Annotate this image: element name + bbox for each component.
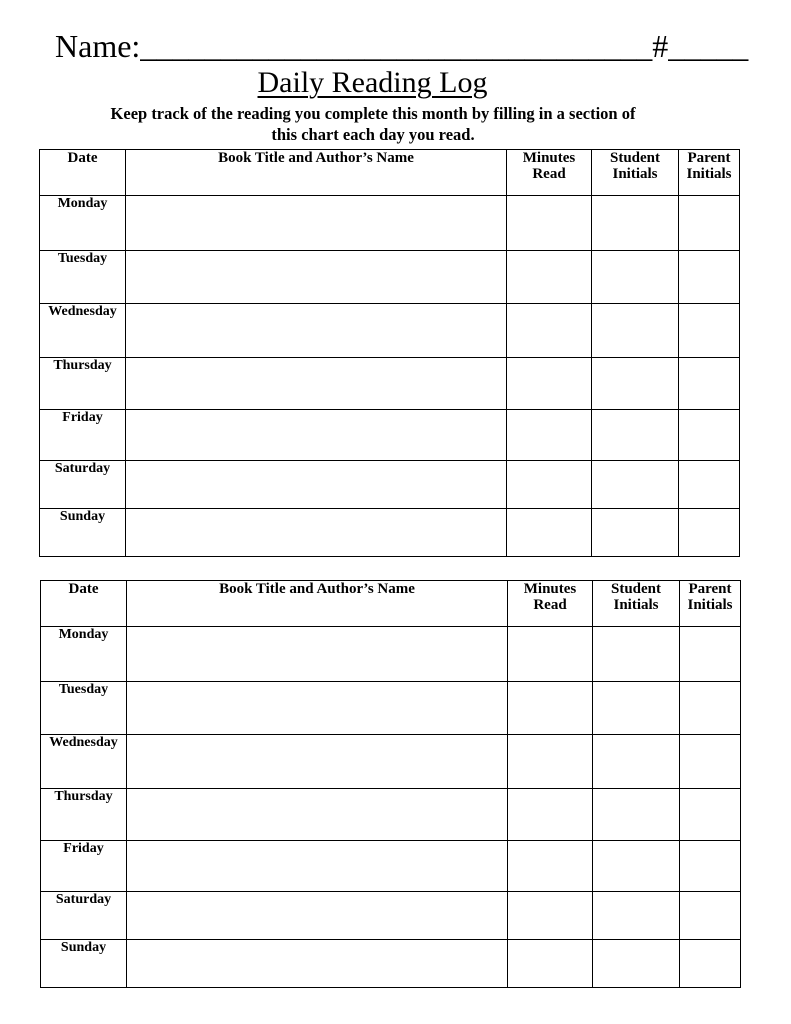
book-title-cell[interactable] [126, 509, 507, 557]
parent-initials-cell[interactable] [679, 196, 740, 251]
minutes-read-cell[interactable] [507, 410, 592, 461]
book-title-cell[interactable] [127, 841, 508, 892]
table-row [41, 627, 741, 682]
day-label-sunday: Sunday [41, 940, 127, 988]
book-title-cell[interactable] [127, 682, 508, 735]
parent-header-line-1: Parent [687, 150, 731, 166]
student-initials-cell[interactable] [593, 735, 680, 789]
minutes-read-cell[interactable] [508, 841, 593, 892]
table-row [41, 789, 741, 841]
table-row [40, 304, 740, 358]
date-column-header: Date [40, 150, 126, 196]
page-title: Daily Reading Log [257, 66, 488, 99]
parent-initials-cell[interactable] [680, 789, 741, 841]
table-row [41, 682, 741, 735]
instructions-line-1: Keep track of the reading you complete this month by filling in a section of [110, 104, 636, 123]
book-title-cell[interactable] [127, 892, 508, 940]
student-header-line-1: Student [610, 581, 662, 597]
minutes-read-cell[interactable] [507, 251, 592, 304]
day-label-thursday: Thursday [40, 358, 126, 410]
minutes-header-line-2: Read [532, 166, 566, 182]
student-initials-cell[interactable] [592, 196, 679, 251]
book-title-cell[interactable] [126, 461, 507, 509]
parent-initials-column-header [680, 581, 741, 627]
day-label-thursday: Thursday [41, 789, 127, 841]
day-label-sunday: Sunday [40, 509, 126, 557]
date-column-header: Date [41, 581, 127, 627]
table-row [40, 196, 740, 251]
student-initials-cell[interactable] [593, 841, 680, 892]
day-label-saturday: Saturday [40, 461, 126, 509]
parent-initials-cell[interactable] [679, 251, 740, 304]
day-label-monday: Monday [40, 196, 126, 251]
minutes-header-line-1: Minutes [522, 150, 576, 166]
student-initials-cell[interactable] [592, 461, 679, 509]
student-initials-cell[interactable] [592, 358, 679, 410]
day-label-monday: Monday [41, 627, 127, 682]
book-title-cell[interactable] [126, 196, 507, 251]
parent-initials-cell[interactable] [680, 841, 741, 892]
student-initials-cell[interactable] [592, 251, 679, 304]
minutes-read-column-header [507, 150, 592, 196]
table-header-row [41, 581, 741, 627]
book-title-cell[interactable] [126, 410, 507, 461]
table-row [40, 410, 740, 461]
parent-header-line-1: Parent [688, 581, 732, 597]
table-row [41, 940, 741, 988]
book-title-cell[interactable] [127, 627, 508, 682]
instructions [40, 103, 706, 145]
parent-initials-cell[interactable] [680, 627, 741, 682]
table-row [40, 358, 740, 410]
minutes-read-cell[interactable] [508, 735, 593, 789]
table-header-row [40, 150, 740, 196]
day-label-wednesday: Wednesday [40, 304, 126, 358]
parent-initials-cell[interactable] [679, 358, 740, 410]
student-header-line-1: Student [609, 150, 661, 166]
student-initials-column-header [593, 581, 680, 627]
day-label-wednesday: Wednesday [41, 735, 127, 789]
book-title-cell[interactable] [127, 789, 508, 841]
table-row [40, 251, 740, 304]
table-row [40, 461, 740, 509]
student-initials-cell[interactable] [593, 627, 680, 682]
student-initials-cell[interactable] [593, 682, 680, 735]
table-row [40, 509, 740, 557]
parent-header-line-2: Initials [687, 597, 733, 613]
day-label-tuesday: Tuesday [41, 682, 127, 735]
parent-initials-column-header [679, 150, 740, 196]
parent-initials-cell[interactable] [680, 892, 741, 940]
day-label-saturday: Saturday [41, 892, 127, 940]
parent-initials-cell[interactable] [679, 304, 740, 358]
book-title-cell[interactable] [127, 940, 508, 988]
minutes-read-cell[interactable] [508, 940, 593, 988]
minutes-header-line-1: Minutes [523, 581, 577, 597]
day-label-friday: Friday [41, 841, 127, 892]
student-initials-cell[interactable] [592, 304, 679, 358]
name-number-line: Name:________________________________#_____ [55, 28, 749, 64]
minutes-read-cell[interactable] [507, 358, 592, 410]
book-title-column-header: Book Title and Author’s Name [127, 581, 508, 627]
instructions-line-2: this chart each day you read. [271, 125, 475, 144]
book-title-cell[interactable] [126, 358, 507, 410]
minutes-read-cell[interactable] [507, 461, 592, 509]
table-row [41, 892, 741, 940]
day-label-tuesday: Tuesday [40, 251, 126, 304]
student-initials-column-header [592, 150, 679, 196]
minutes-read-cell[interactable] [508, 682, 593, 735]
student-initials-cell[interactable] [592, 509, 679, 557]
student-header-line-2: Initials [612, 166, 658, 182]
student-initials-cell[interactable] [593, 892, 680, 940]
reading-log-table-1 [39, 149, 740, 557]
minutes-read-cell[interactable] [507, 509, 592, 557]
minutes-read-cell[interactable] [508, 789, 593, 841]
parent-initials-cell[interactable] [680, 735, 741, 789]
minutes-header-line-2: Read [533, 597, 567, 613]
parent-initials-cell[interactable] [680, 940, 741, 988]
book-title-cell[interactable] [127, 735, 508, 789]
student-initials-cell[interactable] [592, 410, 679, 461]
table-row [41, 735, 741, 789]
parent-initials-cell[interactable] [679, 509, 740, 557]
parent-header-line-2: Initials [686, 166, 732, 182]
day-label-friday: Friday [40, 410, 126, 461]
student-initials-cell[interactable] [593, 789, 680, 841]
book-title-cell[interactable] [126, 304, 507, 358]
minutes-read-cell[interactable] [508, 892, 593, 940]
parent-initials-cell[interactable] [680, 682, 741, 735]
table-row [41, 841, 741, 892]
parent-initials-cell[interactable] [679, 461, 740, 509]
minutes-read-cell[interactable] [508, 627, 593, 682]
parent-initials-cell[interactable] [679, 410, 740, 461]
book-title-cell[interactable] [126, 251, 507, 304]
minutes-read-cell[interactable] [507, 304, 592, 358]
minutes-read-cell[interactable] [507, 196, 592, 251]
student-initials-cell[interactable] [593, 940, 680, 988]
reading-log-table-2 [40, 580, 741, 988]
book-title-column-header: Book Title and Author’s Name [126, 150, 507, 196]
minutes-read-column-header [508, 581, 593, 627]
student-header-line-2: Initials [613, 597, 659, 613]
